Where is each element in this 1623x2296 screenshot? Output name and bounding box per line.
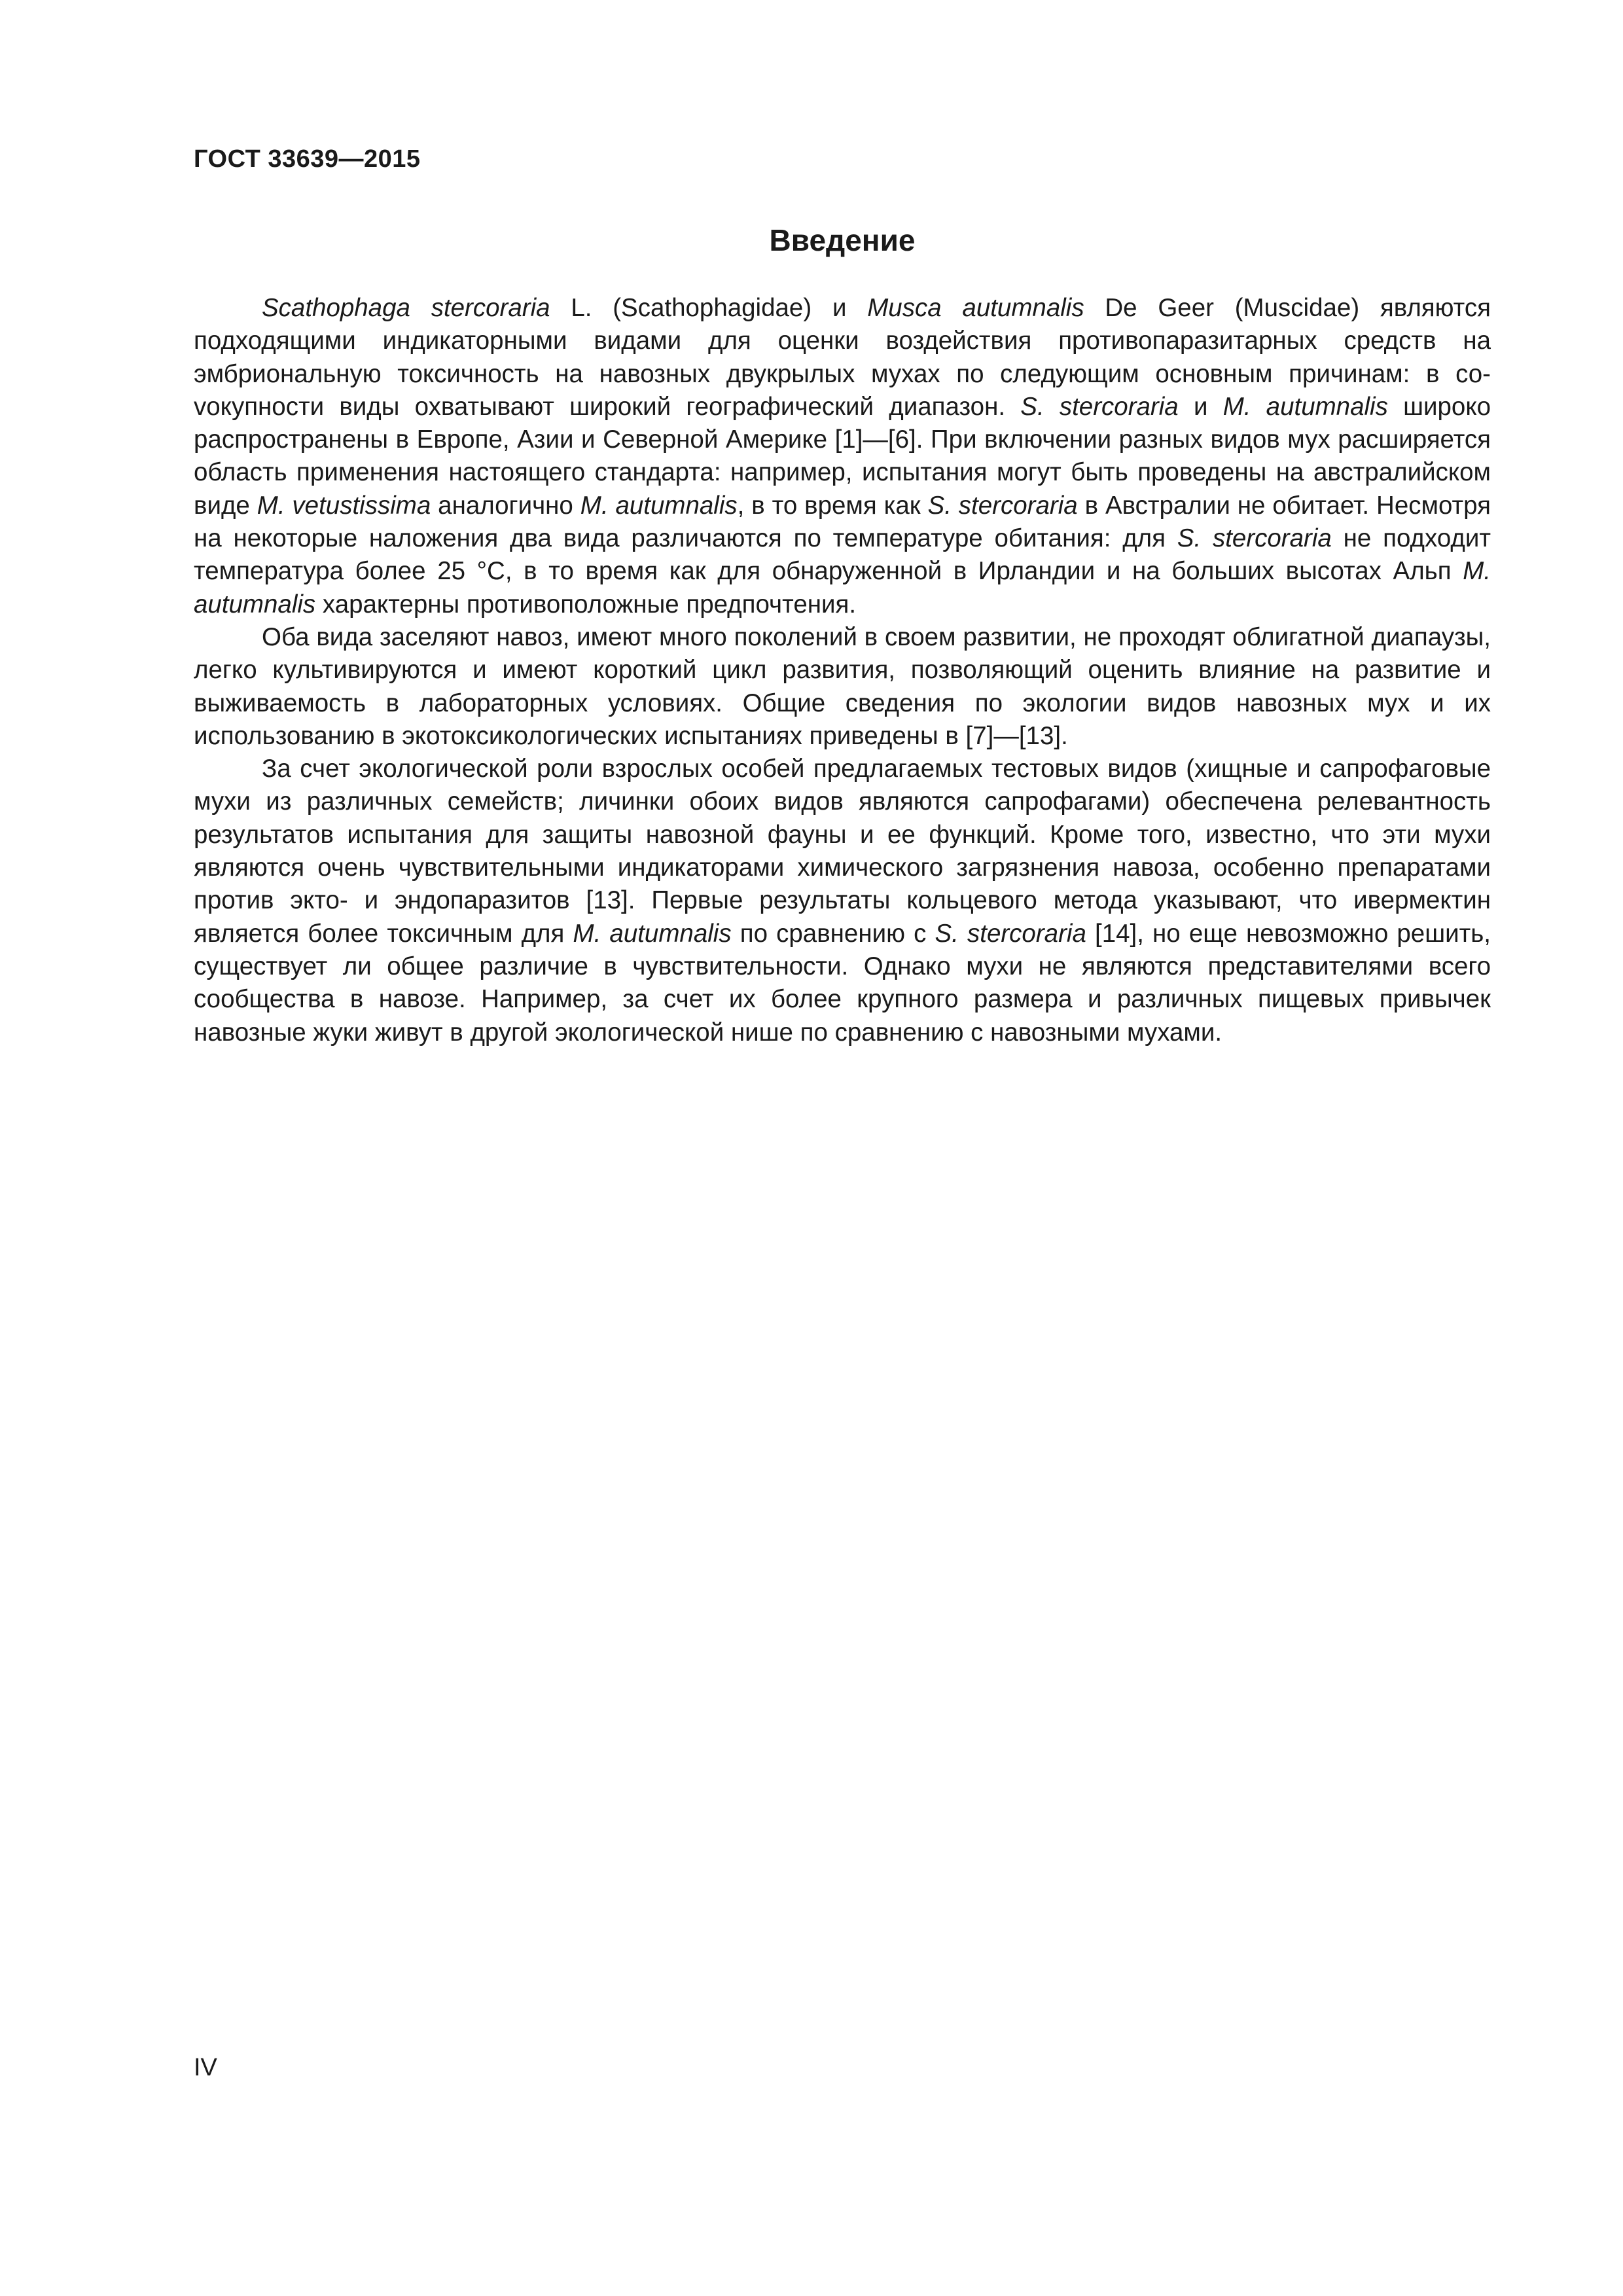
italic-term: M. vetustissima — [257, 491, 431, 520]
italic-term: Musca autumnalis — [867, 294, 1084, 322]
paragraph-3 — [194, 753, 1491, 1049]
text-run: L. (Scathophagidae) и — [550, 294, 868, 322]
paragraph-1 — [194, 292, 1491, 621]
italic-term: S. stercoraria — [927, 491, 1078, 520]
body-text — [194, 292, 1491, 1049]
text-run: по сравнению с — [731, 919, 935, 948]
text-run: аналогично — [431, 491, 580, 520]
section-title: Введение — [769, 223, 916, 257]
text-run: широко распространены в Европе, Азии и Северной Америке [1]—[6]. При включении разных видов мух расширяется область применения настоящего стандарта: например, испытания могут быть проведены на австралийском виде — [194, 392, 1491, 520]
italic-term: M. autumnalis — [1222, 392, 1388, 421]
text-run: и — [1178, 392, 1223, 421]
text-run: , в то время как — [737, 491, 928, 520]
italic-term: S. stercoraria — [935, 919, 1086, 948]
text-run: De Geer (Muscidae) являются подходящими индикаторными видами для оценки воздействия противопаразитарных средств на эмбриональную токсичность на навозных двукрылых мухах по следующим основным причинам: в соvокупности виды охватывают широкий географический диапазон. — [194, 294, 1491, 421]
text-run: За счет экологической роли взрослых особей предлагаемых тестовых видов (хищные и сапрофаговые мухи из различных семейств; личинки обоих видов являются сапрофагами) обеспечена релевантность результатов испытания для защиты навозной фауны и ее функций. Кроме того, известно, что эти мухи являются очень чувствительными индикаторами химического загрязнения навоза, особенно препаратами против экто- и эндопаразитов [13]. Первые результаты кольцевого метода указывают, что ивермектин является более токсичным для — [194, 755, 1491, 948]
document-designation: ГОСТ 33639—2015 — [194, 145, 421, 173]
text-run: Оба вида заселяют навоз, имеют много поколений в своем развитии, не проходят облигатной диапаузы, легко культивируются и имеют короткий цикл развития, позволяющий оценить влияние на развитие и выживаемость в лабораторных условиях. Общие сведения по экологии видов навозных мух и их использованию в экотоксикологических испытаниях приведены в [7]—[13]. — [194, 622, 1491, 750]
italic-term: S. stercoraria — [1020, 392, 1179, 421]
text-run: в Австралии не обитает. Несмотря на некоторые наложения два вида различаются по температуре обитания: для — [194, 491, 1491, 553]
italic-term: M. autumnalis — [194, 557, 1491, 619]
text-run: характерны противоположные предпочтения. — [315, 590, 857, 619]
paragraph-2 — [194, 621, 1491, 753]
italic-term: M. autumnalis — [580, 491, 738, 520]
page-number: IV — [194, 2054, 217, 2081]
text-run: [14], но еще невозможно решить, существует ли общее различие в чувствительности. Однако мухи не являются представителями всего сообщества в навозе. Например, за счет их более крупного размера и различных пищевых привычек навозные жуки живут в другой экологической нише по сравнению с навозными мухами. — [194, 919, 1491, 1047]
text-run: не подходит температура более 25 °С, в то время как для обнаруженной в Ирландии и на больших высотах Альп — [194, 524, 1491, 586]
italic-term: M. autumnalis — [573, 919, 732, 948]
italic-term: Scathophaga stercoraria — [262, 294, 550, 322]
italic-term: S. stercoraria — [1177, 524, 1332, 553]
